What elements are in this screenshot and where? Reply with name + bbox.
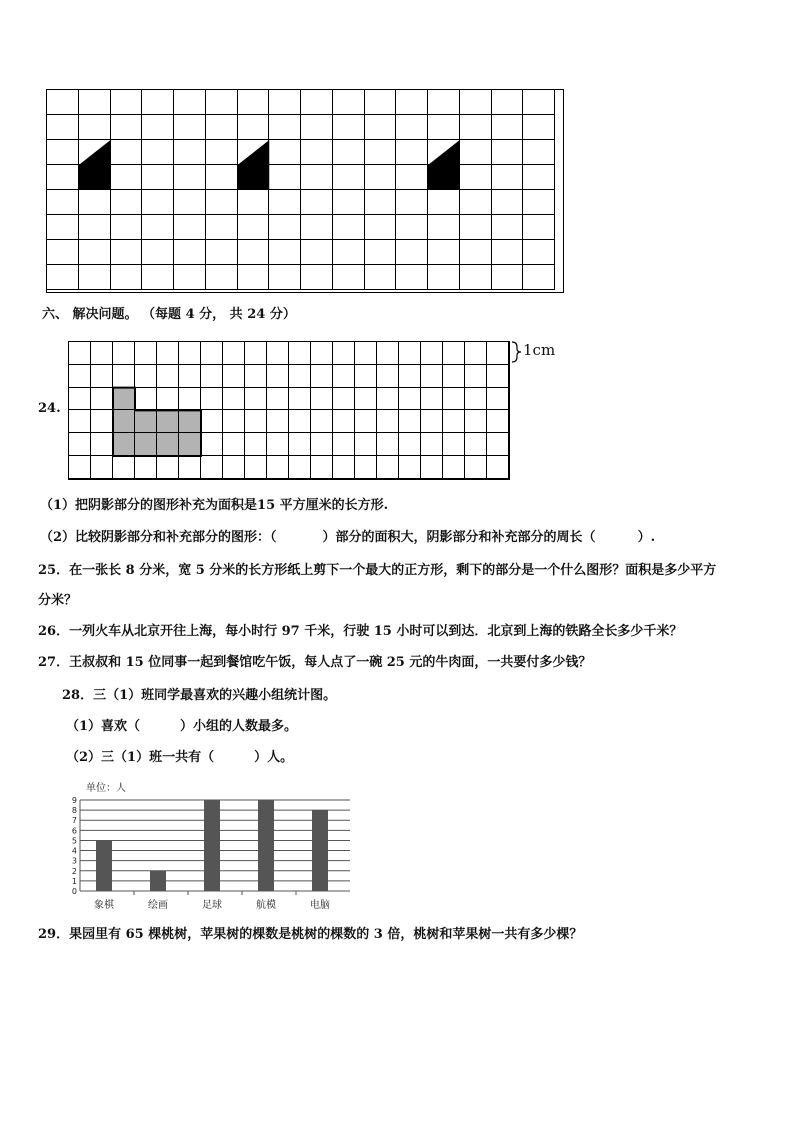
q24-brace bbox=[510, 341, 524, 363]
q24-unit-label: 1cm bbox=[523, 341, 556, 359]
chart-bar-3 bbox=[204, 800, 220, 891]
chart-bar-5 bbox=[312, 810, 328, 891]
q26-text: 26．一列火车从北京开往上海，每小时行 97 千米，行驶 15 小时可以到达．北京到上海的铁路全长多少千米？ bbox=[38, 624, 683, 639]
q28-part2 bbox=[66, 749, 293, 767]
chart-ytick-label: 0 bbox=[71, 887, 77, 896]
q24-number: 24. bbox=[38, 401, 61, 416]
shaded-outline bbox=[69, 342, 509, 479]
chart-ytick-label: 6 bbox=[71, 826, 77, 836]
q28-part1 bbox=[66, 718, 297, 736]
q28-part2-a: （2）三（1）班一共有（ bbox=[66, 750, 215, 765]
trapezoid-shape-1 bbox=[79, 140, 111, 190]
trapezoid-shapes bbox=[47, 90, 563, 292]
q28-part1-b: ）小组的人数最多。 bbox=[180, 719, 298, 734]
q24-part2-a: （2）比较阴影部分和补充部分的图形：（ bbox=[40, 530, 277, 545]
q29-text: 29．果园里有 65 棵桃树，苹果树的棵数是桃树的棵数的 3 倍，桃树和苹果树一共有多少棵？ bbox=[38, 927, 583, 942]
q24-part1: （1）把阴影部分的图形补充为面积是15 平方厘米的长方形. bbox=[40, 498, 389, 513]
trapezoid-shape-3 bbox=[428, 140, 460, 190]
q25-line2: 分米？ bbox=[38, 593, 78, 608]
chart-category-label: 绘画 bbox=[148, 900, 168, 911]
bar-chart bbox=[60, 778, 360, 914]
chart-ytick-label: 9 bbox=[71, 796, 77, 805]
chart-category-label: 航模 bbox=[256, 900, 276, 911]
q28-title: 28．三（1）班同学最喜欢的兴趣小组统计图。 bbox=[62, 688, 337, 703]
q25-line1: 25．在一张长 8 分米，宽 5 分米的长方形纸上剪下一个最大的正方形，剩下的部分是一个什么图形？面积是多少平方 bbox=[38, 563, 717, 578]
q24-part2-c: ）. bbox=[637, 530, 656, 545]
q24-part2-b: ）部分的面积大，阴影部分和补充部分的周长（ bbox=[322, 530, 596, 545]
chart-bar-2 bbox=[150, 871, 166, 891]
chart-ytick-label: 1 bbox=[71, 876, 77, 886]
q28-part2-b: ）人。 bbox=[254, 750, 294, 765]
q27-text: 27．王叔叔和 15 位同事一起到餐馆吃午饭，每人点了一碗 25 元的牛肉面，一共要付多少钱？ bbox=[38, 655, 592, 670]
top-grid bbox=[46, 89, 564, 293]
chart-ytick-label: 2 bbox=[71, 866, 77, 876]
q24-part2 bbox=[40, 529, 655, 547]
chart-ytick-label: 8 bbox=[71, 806, 77, 816]
chart-category-label: 象棋 bbox=[94, 900, 114, 911]
chart-ytick-label: 7 bbox=[71, 816, 77, 826]
chart-category-label: 电脑 bbox=[310, 900, 330, 911]
shaded-outline-path bbox=[113, 388, 201, 456]
chart-ylabel: 单位：人 bbox=[86, 783, 126, 794]
chart-category-label: 足球 bbox=[202, 900, 222, 911]
chart-ytick-label: 4 bbox=[71, 846, 77, 856]
trapezoid-shape-2 bbox=[238, 140, 270, 190]
chart-ytick-label: 5 bbox=[71, 836, 77, 846]
chart-bar-1 bbox=[96, 840, 112, 891]
q24-grid bbox=[68, 341, 510, 480]
section-heading: 六、 解决问题。 （每题 4 分， 共 24 分） bbox=[42, 307, 296, 322]
chart-ytick-label: 3 bbox=[71, 856, 77, 866]
chart-bar-4 bbox=[258, 800, 274, 891]
q28-part1-a: （1）喜欢（ bbox=[66, 719, 141, 734]
